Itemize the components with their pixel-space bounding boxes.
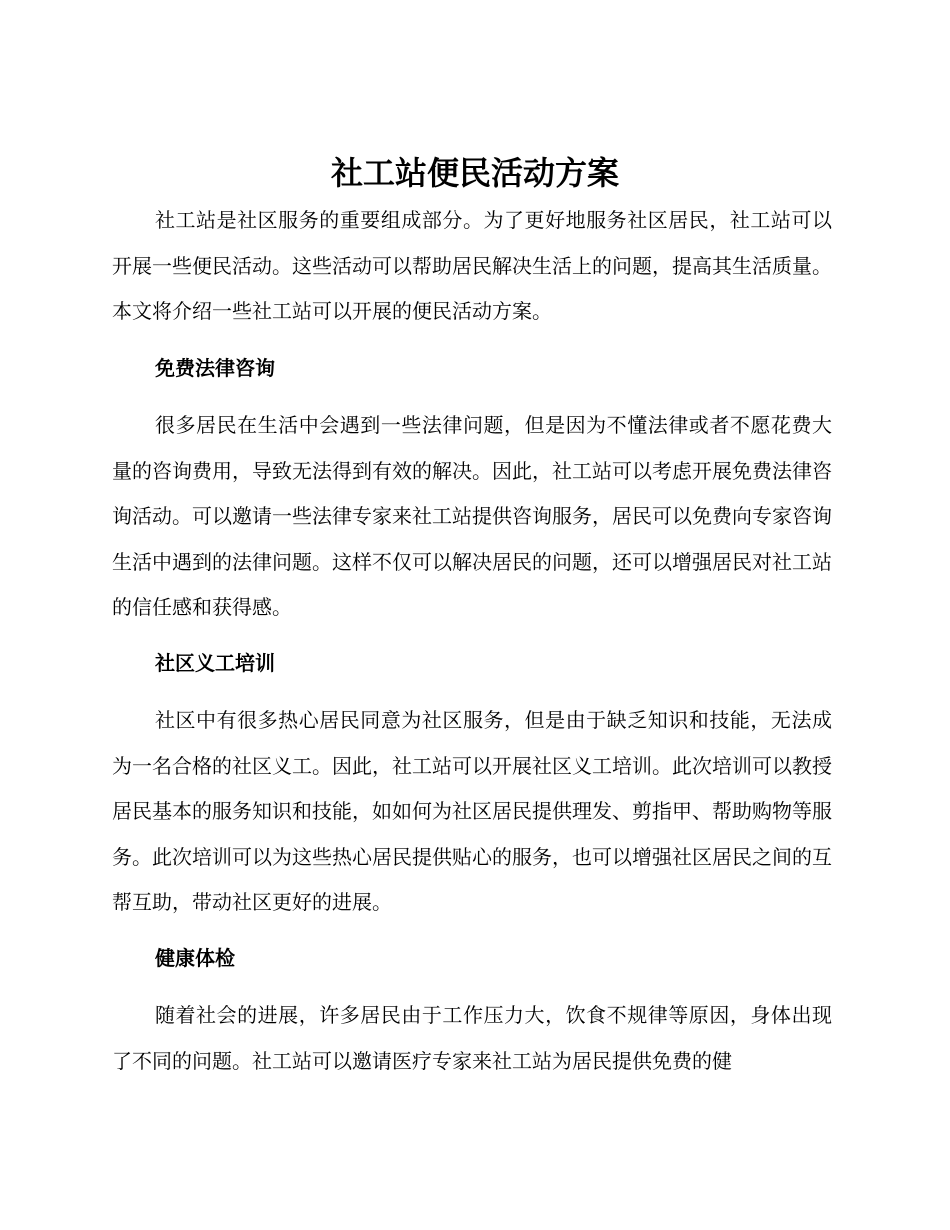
section-heading-legal-consultation: 免费法律咨询 [155,356,275,380]
section-heading-health-checkup: 健康体检 [155,946,235,970]
section-body-legal-consultation: 很多居民在生活中会遇到一些法律问题，但是因为不懂法律或者不愿花费大量的咨询费用，导致无法得到有效的解决。因此，社工站可以考虑开展免费法律咨询活动。可以邀请一些法律专家来社工站提供咨询服务，居民可以免费向专家咨询生活中遇到的法律问题。这样不仅可以解决居民的问题，还可以增强居民对社工站的信任感和获得感。 [112,413,832,619]
section-body-health-checkup: 随着社会的进展，许多居民由于工作压力大，饮食不规律等原因，身体出现了不同的问题。社工站可以邀请医疗专家来社工站为居民提供免费的健 [112,1003,832,1073]
section-heading-volunteer-training: 社区义工培训 [155,651,275,675]
document-title: 社工站便民活动方案 [330,154,619,192]
section-body-volunteer-training: 社区中有很多热心居民同意为社区服务，但是由于缺乏知识和技能，无法成为一名合格的社区义工。因此，社工站可以开展社区义工培训。此次培训可以教授居民基本的服务知识和技能，如如何为社区居民提供理发、剪指甲、帮助购物等服务。此次培训可以为这些热心居民提供贴心的服务，也可以增强社区居民之间的互帮互助，带动社区更好的进展。 [112,708,832,914]
intro-paragraph: 社工站是社区服务的重要组成部分。为了更好地服务社区居民，社工站可以开展一些便民活动。这些活动可以帮助居民解决生活上的问题，提高其生活质量。本文将介绍一些社工站可以开展的便民活动方案。 [112,208,832,323]
